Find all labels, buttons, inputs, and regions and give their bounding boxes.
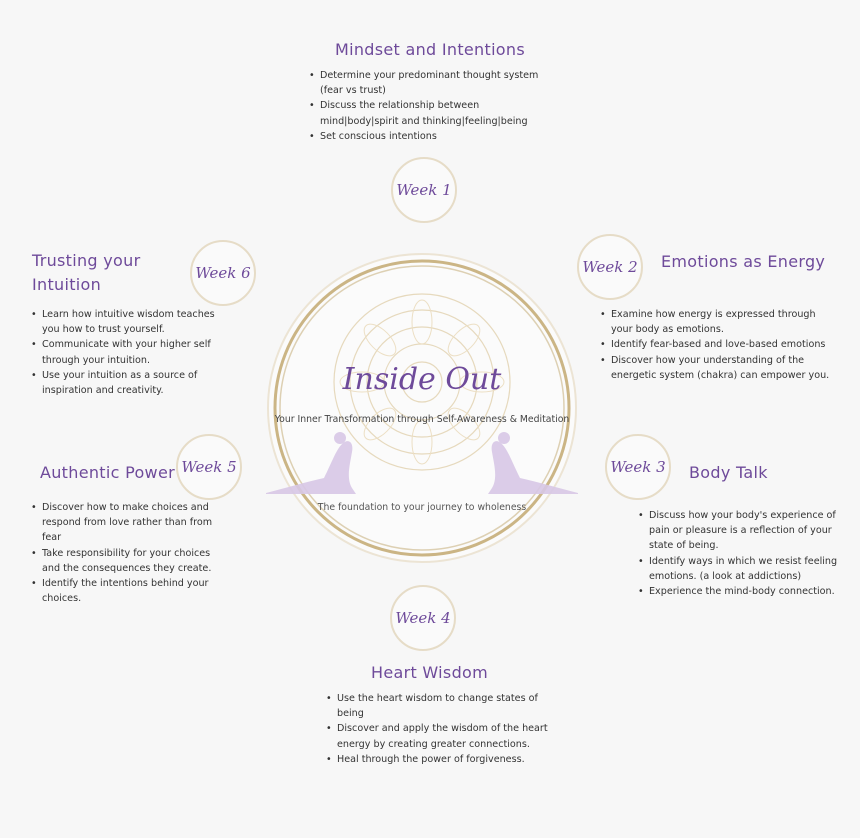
list-item: • Communicate with your higher self through your intuition. <box>42 337 222 367</box>
list-item: • Identify the intentions behind your choices. <box>42 576 222 606</box>
week-2-badge: Week 2 <box>577 234 643 300</box>
authentic-power-list <box>30 500 222 606</box>
list-item: • Identify ways in which we resist feeling emotions. (a look at addictions) <box>649 554 849 584</box>
list-item: • Determine your predominant thought system (fear vs trust) <box>320 68 560 98</box>
list-item: • Discuss how your body's experience of pain or pleasure is a reflection of your state of being. <box>649 508 849 554</box>
trusting-intuition-list <box>30 307 222 398</box>
week-1-badge: Week 1 <box>391 157 457 223</box>
body-talk-title: Body Talk <box>689 463 768 482</box>
center-subtitle: Your Inner Transformation through Self-Awareness & Meditation <box>274 414 570 425</box>
week-3-badge: Week 3 <box>605 434 671 500</box>
week-5-badge: Week 5 <box>176 434 242 500</box>
list-item: • Discover how to make choices and respond from love rather than from fear <box>42 500 222 546</box>
emotions-list <box>599 307 836 383</box>
center-emblem <box>266 252 578 564</box>
heart-wisdom-list <box>325 691 552 767</box>
trusting-intuition-title-line2: Intuition <box>32 275 102 294</box>
center-title: Inside Out <box>342 362 502 397</box>
mindset-title: Mindset and Intentions <box>335 40 525 59</box>
list-item: • Use your intuition as a source of inspiration and creativity. <box>42 368 222 398</box>
week-6-badge: Week 6 <box>190 240 256 306</box>
mindset-list <box>308 68 560 144</box>
list-item: • Experience the mind-body connection. <box>649 584 849 599</box>
list-item: • Discover how your understanding of the energetic system (chakra) can empower you. <box>611 353 836 383</box>
list-item: • Set conscious intentions <box>320 129 560 144</box>
list-item: • Learn how intuitive wisdom teaches you how to trust yourself. <box>42 307 222 337</box>
list-item: • Discover and apply the wisdom of the heart energy by creating greater connections. <box>337 721 552 751</box>
center-foundation: The foundation to your journey to wholeness <box>317 502 527 513</box>
list-item: • Use the heart wisdom to change states of being <box>337 691 552 721</box>
week-4-badge: Week 4 <box>390 585 456 651</box>
list-item: • Identify fear-based and love-based emotions <box>611 337 836 352</box>
list-item: • Heal through the power of forgiveness. <box>337 752 552 767</box>
heart-wisdom-title: Heart Wisdom <box>371 663 488 682</box>
body-talk-list <box>637 508 849 599</box>
mandala-icon <box>266 252 578 564</box>
list-item: • Examine how energy is expressed through your body as emotions. <box>611 307 836 337</box>
emotions-title: Emotions as Energy <box>661 252 826 271</box>
authentic-power-title: Authentic Power <box>40 463 175 482</box>
list-item: • Take responsibility for your choices and the consequences they create. <box>42 546 222 576</box>
trusting-intuition-title-line1: Trusting your <box>32 251 141 270</box>
list-item: • Discuss the relationship between mind|body|spirit and thinking|feeling|being <box>320 98 560 128</box>
